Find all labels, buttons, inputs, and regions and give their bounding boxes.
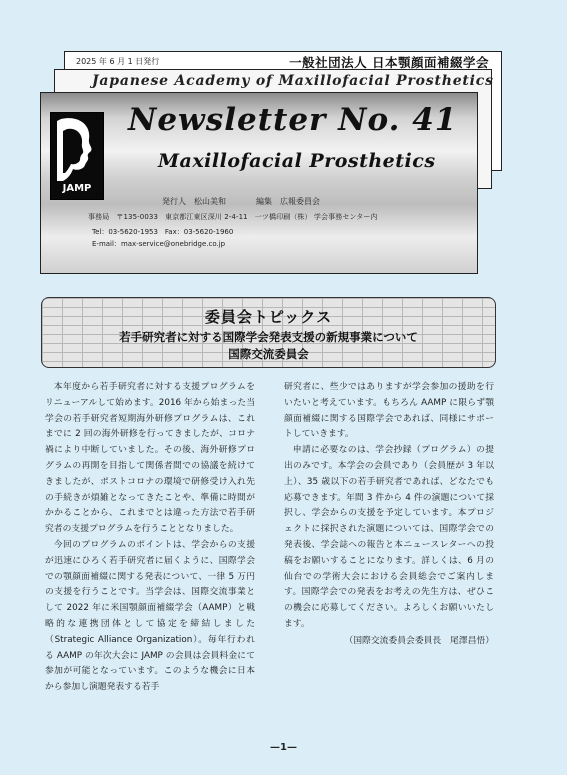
topics-committee: 国際交流委員会 [228,347,309,361]
jamp-logo [50,112,104,200]
logo-text: JAMP [62,183,92,194]
article-paragraph: 今回のプログラムのポイントは、学会からの支援が迅速にひろく若手研究者に届くように、国際学会での顎顔面補綴に関する発表について、一律 5 万円の支援を行うことです。当学会は、国際交流事業として 2022 年に米国顎顔面補綴学会（AAMP）と戦略的な連携団体として協定を締結しました（Strategic Alliance Organization）。毎年行われる AAMP の年次大会に JAMP の会員は会員料金にて参加が可能となっています。このような機会に日本から参加し演題発表する若手 [45,539,255,693]
office-address: 事務局 〒135-0033 東京都江東区深川 2-4-11 一ツ橋印刷（株） 学会事務センター内 [88,213,378,221]
article-column-left [45,380,255,696]
page-number: —1— [270,742,297,753]
publisher: 発行人 松山美和 [162,197,226,206]
article-paragraph: 本年度から若手研究者に対する支援プログラムをリニューアルして始めます。2016 年から始まった当学会の若手研究者短期海外研修プログラムは、これまでに 2 回の海外研修を行ってきましたが、コロナ禍により中断していました。その後、海外研修プログラムの再開を目指して関係者間での協議を続けてきましたが、ポストコロナの環境で研修受け入れ先の手続きが煩雑となってきたことや、準備に時間がかかることから、これまでとは違った方法で若手研究者の支援プログラムを行うこととなりました。 [45,382,255,535]
article-paragraph: 研究者に、些少ではありますが学会参加の援助を行いたいと考えています。もちろん AAMP に限らず顎顔面補綴に関する国際学会であれば、同様にサポートしていきます。 [284,382,494,440]
organization-english-name: Japanese Academy of Maxillofacial Prosthetics [92,73,494,89]
article-signature: （国際交流委員会委員長 尾澤昌悟） [344,635,494,646]
article-paragraph: 申請に必要なのは、学会抄録（プログラム）の提出のみです。本学会の会員であり（会員歴が 3 年以上）、35 歳以下の若手研究者であれば、どなたでも応募できます。年間 3 件から 4 件の演題について採択し、学会からの支援を予定しています。本プロジェクトに採択された演題については、国際学会での発表後、学会誌への報告と本ニュースレターへの投稿をお願いすることになります。詳しくは、6 月の仙台での学術大会における会員総会でご案内します。国際学会での発表をお考えの先生方は、ぜひこの機会に応募してください。よろしくお願いいたします。 [284,445,494,629]
newsletter-title: Newsletter No. 41 [128,102,458,138]
topics-heading: 委員会トピックス [204,308,333,326]
newsletter-subtitle: Maxillofacial Prosthetics [158,150,436,172]
editor: 編集 広報委員会 [256,197,320,206]
tel-fax: Tel：03-5620-1953 Fax：03-5620-1960 [92,228,234,236]
publisher-line [162,196,350,207]
issue-date: 2025 年 6 月 1 日発行 [76,57,160,66]
organization-name: 一般社団法人 日本顎顔面補綴学会 [289,55,489,70]
article-column-right [284,380,494,650]
email-address: E-mail：max-service@onebridge.co.jp [92,240,226,248]
topics-banner [41,297,496,368]
topics-subheading: 若手研究者に対する国際学会発表支援の新規事業について [119,330,418,344]
